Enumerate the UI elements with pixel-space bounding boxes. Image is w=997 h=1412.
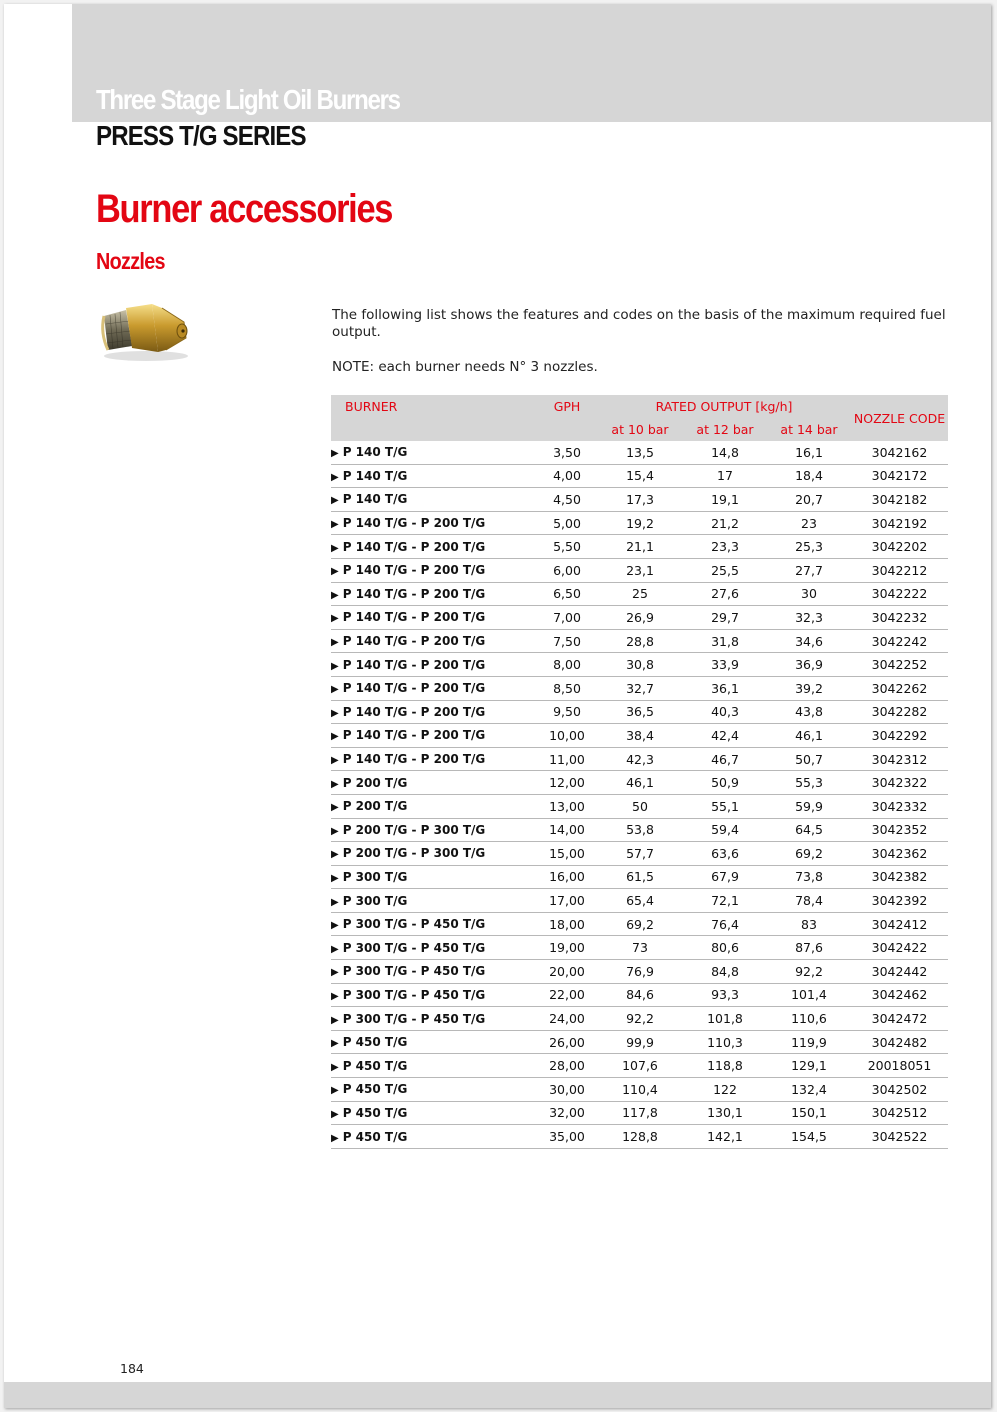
- gph-cell: 13,00: [537, 794, 597, 818]
- table-row: [331, 1007, 948, 1031]
- output-10-bar-cell: 30,8: [597, 653, 683, 677]
- table-row: [331, 1101, 948, 1125]
- output-10-bar-cell: 42,3: [597, 747, 683, 771]
- output-10-bar-cell: 19,2: [597, 511, 683, 535]
- section-subtitle: Nozzles: [96, 248, 165, 274]
- triangle-right-icon: ▶: [331, 613, 339, 625]
- burner-label: P 300 T/G - P 450 T/G: [342, 987, 486, 1002]
- table-row: [331, 676, 948, 700]
- gph-cell: 19,00: [537, 936, 597, 960]
- output-10-bar-cell: 110,4: [597, 1078, 683, 1102]
- gph-cell: 6,50: [537, 582, 597, 606]
- output-10-bar-cell: 38,4: [597, 724, 683, 748]
- output-14-bar-cell: 46,1: [767, 724, 851, 748]
- table-row: [331, 747, 948, 771]
- nozzle-code-cell: 3042382: [851, 865, 948, 889]
- output-12-bar-cell: 50,9: [683, 771, 767, 795]
- output-14-bar-cell: 92,2: [767, 960, 851, 984]
- table-row: [331, 936, 948, 960]
- output-10-bar-cell: 25: [597, 582, 683, 606]
- output-10-bar-cell: 73: [597, 936, 683, 960]
- output-14-bar-cell: 32,3: [767, 606, 851, 630]
- output-12-bar-cell: 84,8: [683, 960, 767, 984]
- gph-cell: 22,00: [537, 983, 597, 1007]
- output-12-bar-cell: 27,6: [683, 582, 767, 606]
- output-10-bar-cell: 15,4: [597, 464, 683, 488]
- nozzle-code-cell: 3042222: [851, 582, 948, 606]
- output-14-bar-cell: 78,4: [767, 889, 851, 913]
- burner-cell: [331, 558, 537, 582]
- gph-cell: 7,50: [537, 629, 597, 653]
- burner-cell: [331, 889, 537, 913]
- gph-cell: 10,00: [537, 724, 597, 748]
- gph-cell: 3,50: [537, 441, 597, 464]
- table-row: [331, 1030, 948, 1054]
- output-10-bar-cell: 32,7: [597, 676, 683, 700]
- output-14-bar-cell: 59,9: [767, 794, 851, 818]
- nozzle-code-cell: 3042362: [851, 842, 948, 866]
- burner-cell: [331, 818, 537, 842]
- series-title: Three Stage Light Oil Burners: [96, 84, 400, 115]
- output-10-bar-cell: 46,1: [597, 771, 683, 795]
- burner-label: P 140 T/G: [342, 468, 408, 483]
- nozzle-code-cell: 3042252: [851, 653, 948, 677]
- output-12-bar-cell: 46,7: [683, 747, 767, 771]
- output-12-bar-cell: 93,3: [683, 983, 767, 1007]
- page: [4, 4, 991, 1408]
- output-14-bar-cell: 30: [767, 582, 851, 606]
- table-row: [331, 558, 948, 582]
- output-12-bar-cell: 118,8: [683, 1054, 767, 1078]
- nozzle-code-cell: 3042332: [851, 794, 948, 818]
- burner-cell: [331, 464, 537, 488]
- nozzle-code-cell: 3042422: [851, 936, 948, 960]
- output-14-bar-cell: 36,9: [767, 653, 851, 677]
- header-rated-output: RATED OUTPUT [kg/h]: [597, 395, 851, 418]
- output-10-bar-cell: 23,1: [597, 558, 683, 582]
- output-14-bar-cell: 50,7: [767, 747, 851, 771]
- burner-cell: [331, 511, 537, 535]
- output-10-bar-cell: 65,4: [597, 889, 683, 913]
- table-row: [331, 535, 948, 559]
- burner-label: P 140 T/G: [342, 492, 408, 507]
- burner-label: P 140 T/G - P 200 T/G: [342, 516, 486, 531]
- nozzle-code-cell: 3042322: [851, 771, 948, 795]
- table-row: [331, 912, 948, 936]
- triangle-right-icon: ▶: [331, 707, 339, 719]
- table-row: [331, 653, 948, 677]
- burner-label: P 140 T/G - P 200 T/G: [342, 586, 486, 601]
- triangle-right-icon: ▶: [331, 637, 339, 649]
- table-row: [331, 488, 948, 512]
- output-12-bar-cell: 29,7: [683, 606, 767, 630]
- output-14-bar-cell: 150,1: [767, 1101, 851, 1125]
- output-14-bar-cell: 55,3: [767, 771, 851, 795]
- output-12-bar-cell: 76,4: [683, 912, 767, 936]
- output-14-bar-cell: 39,2: [767, 676, 851, 700]
- gph-cell: 18,00: [537, 912, 597, 936]
- nozzle-code-cell: 3042312: [851, 747, 948, 771]
- output-12-bar-cell: 33,9: [683, 653, 767, 677]
- gph-cell: 4,50: [537, 488, 597, 512]
- output-10-bar-cell: 128,8: [597, 1125, 683, 1149]
- table-row: [331, 771, 948, 795]
- nozzle-code-cell: 20018051: [851, 1054, 948, 1078]
- nozzle-code-cell: 3042482: [851, 1030, 948, 1054]
- section-title: Burner accessories: [96, 187, 393, 231]
- series-subtitle: PRESS T/G SERIES: [96, 120, 306, 151]
- output-10-bar-cell: 92,2: [597, 1007, 683, 1031]
- burner-cell: [331, 983, 537, 1007]
- output-12-bar-cell: 142,1: [683, 1125, 767, 1149]
- triangle-right-icon: ▶: [331, 1061, 339, 1073]
- output-10-bar-cell: 69,2: [597, 912, 683, 936]
- burner-cell: [331, 582, 537, 606]
- output-12-bar-cell: 21,2: [683, 511, 767, 535]
- gph-cell: 5,50: [537, 535, 597, 559]
- table-row: [331, 960, 948, 984]
- output-10-bar-cell: 117,8: [597, 1101, 683, 1125]
- triangle-right-icon: ▶: [331, 872, 339, 884]
- output-10-bar-cell: 107,6: [597, 1054, 683, 1078]
- nozzle-code-cell: 3042512: [851, 1101, 948, 1125]
- table-row: [331, 1078, 948, 1102]
- triangle-right-icon: ▶: [331, 1108, 339, 1120]
- output-14-bar-cell: 34,6: [767, 629, 851, 653]
- triangle-right-icon: ▶: [331, 589, 339, 601]
- gph-cell: 35,00: [537, 1125, 597, 1149]
- table-row: [331, 818, 948, 842]
- output-12-bar-cell: 17: [683, 464, 767, 488]
- burner-label: P 200 T/G: [342, 799, 408, 814]
- output-14-bar-cell: 23: [767, 511, 851, 535]
- output-12-bar-cell: 80,6: [683, 936, 767, 960]
- burner-label: P 300 T/G - P 450 T/G: [342, 940, 486, 955]
- nozzle-code-cell: 3042502: [851, 1078, 948, 1102]
- table-row: [331, 464, 948, 488]
- output-10-bar-cell: 36,5: [597, 700, 683, 724]
- burner-cell: [331, 724, 537, 748]
- output-12-bar-cell: 110,3: [683, 1030, 767, 1054]
- gph-cell: 4,00: [537, 464, 597, 488]
- output-12-bar-cell: 36,1: [683, 676, 767, 700]
- burner-label: P 140 T/G - P 200 T/G: [342, 634, 486, 649]
- table-row: [331, 842, 948, 866]
- gph-cell: 8,50: [537, 676, 597, 700]
- burner-label: P 200 T/G - P 300 T/G: [342, 822, 486, 837]
- burner-label: P 140 T/G - P 200 T/G: [342, 610, 486, 625]
- gph-cell: 9,50: [537, 700, 597, 724]
- output-12-bar-cell: 40,3: [683, 700, 767, 724]
- triangle-right-icon: ▶: [331, 1132, 339, 1144]
- nozzle-code-cell: 3042282: [851, 700, 948, 724]
- output-12-bar-cell: 63,6: [683, 842, 767, 866]
- nozzle-code-cell: 3042472: [851, 1007, 948, 1031]
- burner-cell: [331, 1078, 537, 1102]
- output-12-bar-cell: 59,4: [683, 818, 767, 842]
- gph-cell: 24,00: [537, 1007, 597, 1031]
- output-14-bar-cell: 101,4: [767, 983, 851, 1007]
- gph-cell: 7,00: [537, 606, 597, 630]
- output-14-bar-cell: 83: [767, 912, 851, 936]
- triangle-right-icon: ▶: [331, 471, 339, 483]
- gph-cell: 12,00: [537, 771, 597, 795]
- output-14-bar-cell: 16,1: [767, 441, 851, 464]
- burner-label: P 200 T/G - P 300 T/G: [342, 846, 486, 861]
- output-14-bar-cell: 27,7: [767, 558, 851, 582]
- burner-label: P 140 T/G - P 200 T/G: [342, 657, 486, 672]
- output-10-bar-cell: 53,8: [597, 818, 683, 842]
- gph-cell: 30,00: [537, 1078, 597, 1102]
- burner-label: P 140 T/G - P 200 T/G: [342, 704, 486, 719]
- gph-cell: 20,00: [537, 960, 597, 984]
- output-12-bar-cell: 101,8: [683, 1007, 767, 1031]
- output-12-bar-cell: 25,5: [683, 558, 767, 582]
- nozzle-code-cell: 3042232: [851, 606, 948, 630]
- header-empty: [331, 418, 537, 441]
- header-at-12-bar: at 12 bar: [683, 418, 767, 441]
- triangle-right-icon: ▶: [331, 755, 339, 767]
- table-header-row: [331, 395, 948, 418]
- table-row: [331, 606, 948, 630]
- burner-cell: [331, 488, 537, 512]
- table-row: [331, 700, 948, 724]
- table-row: [331, 441, 948, 464]
- burner-cell: [331, 653, 537, 677]
- burner-label: P 140 T/G - P 200 T/G: [342, 539, 486, 554]
- burner-cell: [331, 676, 537, 700]
- output-12-bar-cell: 55,1: [683, 794, 767, 818]
- output-14-bar-cell: 64,5: [767, 818, 851, 842]
- nozzle-code-cell: 3042412: [851, 912, 948, 936]
- output-12-bar-cell: 23,3: [683, 535, 767, 559]
- note-text: NOTE: each burner needs N° 3 nozzles.: [332, 359, 598, 375]
- output-14-bar-cell: 119,9: [767, 1030, 851, 1054]
- burner-label: P 450 T/G: [342, 1082, 408, 1097]
- output-12-bar-cell: 19,1: [683, 488, 767, 512]
- burner-cell: [331, 936, 537, 960]
- output-12-bar-cell: 42,4: [683, 724, 767, 748]
- burner-cell: [331, 1007, 537, 1031]
- triangle-right-icon: ▶: [331, 519, 339, 531]
- table-row: [331, 1125, 948, 1149]
- output-14-bar-cell: 18,4: [767, 464, 851, 488]
- output-10-bar-cell: 50: [597, 794, 683, 818]
- burner-label: P 200 T/G: [342, 775, 408, 790]
- burner-cell: [331, 441, 537, 464]
- triangle-right-icon: ▶: [331, 1038, 339, 1050]
- header-nozzle-code: NOZZLE CODE: [851, 395, 948, 441]
- nozzle-code-cell: 3042262: [851, 676, 948, 700]
- nozzle-code-cell: 3042202: [851, 535, 948, 559]
- nozzle-code-cell: 3042182: [851, 488, 948, 512]
- triangle-right-icon: ▶: [331, 802, 339, 814]
- output-14-bar-cell: 25,3: [767, 535, 851, 559]
- output-12-bar-cell: 130,1: [683, 1101, 767, 1125]
- output-10-bar-cell: 84,6: [597, 983, 683, 1007]
- burner-cell: [331, 865, 537, 889]
- triangle-right-icon: ▶: [331, 943, 339, 955]
- triangle-right-icon: ▶: [331, 542, 339, 554]
- triangle-right-icon: ▶: [331, 1014, 339, 1026]
- nozzle-code-cell: 3042212: [851, 558, 948, 582]
- gph-cell: 5,00: [537, 511, 597, 535]
- table-row: [331, 794, 948, 818]
- triangle-right-icon: ▶: [331, 660, 339, 672]
- header-at-10-bar: at 10 bar: [597, 418, 683, 441]
- nozzle-code-cell: 3042462: [851, 983, 948, 1007]
- burner-cell: [331, 629, 537, 653]
- burner-cell: [331, 606, 537, 630]
- table-row: [331, 865, 948, 889]
- output-12-bar-cell: 72,1: [683, 889, 767, 913]
- header-burner: BURNER: [331, 395, 537, 418]
- output-14-bar-cell: 154,5: [767, 1125, 851, 1149]
- nozzle-image: [96, 294, 196, 364]
- burner-cell: [331, 1125, 537, 1149]
- output-10-bar-cell: 26,9: [597, 606, 683, 630]
- burner-cell: [331, 747, 537, 771]
- output-14-bar-cell: 43,8: [767, 700, 851, 724]
- gph-cell: 26,00: [537, 1030, 597, 1054]
- gph-cell: 14,00: [537, 818, 597, 842]
- burner-label: P 140 T/G - P 200 T/G: [342, 681, 486, 696]
- burner-label: P 300 T/G: [342, 869, 408, 884]
- burner-cell: [331, 1101, 537, 1125]
- nozzles-table: [331, 395, 948, 1149]
- table-body: [331, 441, 948, 1148]
- nozzle-code-cell: 3042162: [851, 441, 948, 464]
- triangle-right-icon: ▶: [331, 896, 339, 908]
- burner-label: P 140 T/G - P 200 T/G: [342, 563, 486, 578]
- gph-cell: 11,00: [537, 747, 597, 771]
- burner-label: P 450 T/G: [342, 1058, 408, 1073]
- burner-label: P 450 T/G: [342, 1105, 408, 1120]
- table-row: [331, 889, 948, 913]
- burner-label: P 300 T/G - P 450 T/G: [342, 964, 486, 979]
- gph-cell: 16,00: [537, 865, 597, 889]
- header-gph: GPH: [537, 395, 597, 418]
- triangle-right-icon: ▶: [331, 990, 339, 1002]
- header-empty: [537, 418, 597, 441]
- triangle-right-icon: ▶: [331, 825, 339, 837]
- output-10-bar-cell: 61,5: [597, 865, 683, 889]
- output-14-bar-cell: 132,4: [767, 1078, 851, 1102]
- output-10-bar-cell: 99,9: [597, 1030, 683, 1054]
- output-12-bar-cell: 14,8: [683, 441, 767, 464]
- output-10-bar-cell: 17,3: [597, 488, 683, 512]
- burner-label: P 300 T/G: [342, 893, 408, 908]
- output-14-bar-cell: 73,8: [767, 865, 851, 889]
- triangle-right-icon: ▶: [331, 1085, 339, 1097]
- nozzle-code-cell: 3042242: [851, 629, 948, 653]
- burner-cell: [331, 1054, 537, 1078]
- nozzle-code-cell: 3042292: [851, 724, 948, 748]
- burner-cell: [331, 912, 537, 936]
- nozzle-code-cell: 3042192: [851, 511, 948, 535]
- nozzle-code-cell: 3042392: [851, 889, 948, 913]
- output-12-bar-cell: 67,9: [683, 865, 767, 889]
- burner-label: P 140 T/G - P 200 T/G: [342, 728, 486, 743]
- burner-cell: [331, 1030, 537, 1054]
- table-row: [331, 983, 948, 1007]
- burner-cell: [331, 700, 537, 724]
- intro-text: The following list shows the features and codes on the basis of the maximum required fuel output.: [332, 307, 946, 340]
- gph-cell: 32,00: [537, 1101, 597, 1125]
- table-row: [331, 629, 948, 653]
- triangle-right-icon: ▶: [331, 448, 339, 460]
- burner-cell: [331, 535, 537, 559]
- gph-cell: 17,00: [537, 889, 597, 913]
- triangle-right-icon: ▶: [331, 778, 339, 790]
- triangle-right-icon: ▶: [331, 731, 339, 743]
- triangle-right-icon: ▶: [331, 684, 339, 696]
- page-number: 184: [120, 1361, 144, 1376]
- burner-cell: [331, 794, 537, 818]
- nozzle-code-cell: 3042442: [851, 960, 948, 984]
- burner-cell: [331, 771, 537, 795]
- nozzle-code-cell: 3042172: [851, 464, 948, 488]
- output-10-bar-cell: 57,7: [597, 842, 683, 866]
- output-12-bar-cell: 122: [683, 1078, 767, 1102]
- output-14-bar-cell: 110,6: [767, 1007, 851, 1031]
- gph-cell: 28,00: [537, 1054, 597, 1078]
- output-14-bar-cell: 20,7: [767, 488, 851, 512]
- output-10-bar-cell: 76,9: [597, 960, 683, 984]
- burner-label: P 450 T/G: [342, 1129, 408, 1144]
- triangle-right-icon: ▶: [331, 967, 339, 979]
- burner-cell: [331, 960, 537, 984]
- gph-cell: 15,00: [537, 842, 597, 866]
- burner-label: P 450 T/G: [342, 1035, 408, 1050]
- triangle-right-icon: ▶: [331, 849, 339, 861]
- table-row: [331, 582, 948, 606]
- header-at-14-bar: at 14 bar: [767, 418, 851, 441]
- table-row: [331, 724, 948, 748]
- output-10-bar-cell: 28,8: [597, 629, 683, 653]
- output-14-bar-cell: 129,1: [767, 1054, 851, 1078]
- footer-band: [4, 1382, 991, 1408]
- output-14-bar-cell: 69,2: [767, 842, 851, 866]
- output-10-bar-cell: 21,1: [597, 535, 683, 559]
- burner-label: P 140 T/G: [342, 445, 408, 460]
- output-10-bar-cell: 13,5: [597, 441, 683, 464]
- output-14-bar-cell: 87,6: [767, 936, 851, 960]
- burner-label: P 140 T/G - P 200 T/G: [342, 752, 486, 767]
- burner-label: P 300 T/G - P 450 T/G: [342, 1011, 486, 1026]
- triangle-right-icon: ▶: [331, 920, 339, 932]
- gph-cell: 8,00: [537, 653, 597, 677]
- burner-label: P 300 T/G - P 450 T/G: [342, 917, 486, 932]
- table-row: [331, 511, 948, 535]
- triangle-right-icon: ▶: [331, 566, 339, 578]
- nozzle-code-cell: 3042522: [851, 1125, 948, 1149]
- table-row: [331, 1054, 948, 1078]
- output-12-bar-cell: 31,8: [683, 629, 767, 653]
- nozzle-code-cell: 3042352: [851, 818, 948, 842]
- triangle-right-icon: ▶: [331, 495, 339, 507]
- burner-cell: [331, 842, 537, 866]
- gph-cell: 6,00: [537, 558, 597, 582]
